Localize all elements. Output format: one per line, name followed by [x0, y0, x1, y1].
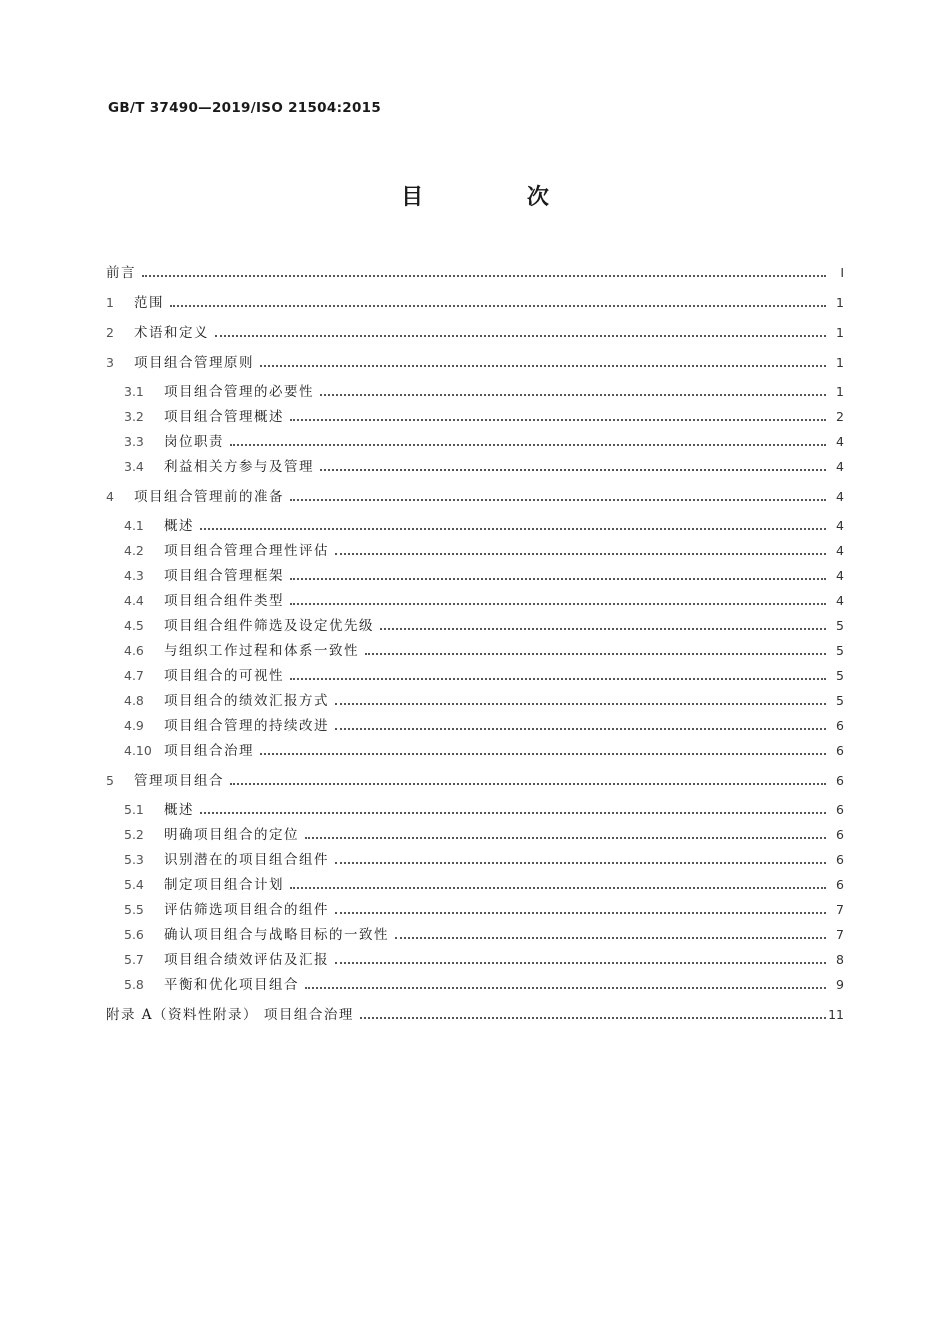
dot-leader	[200, 811, 826, 814]
dot-leader	[320, 468, 826, 471]
dot-leader	[380, 627, 826, 630]
toc-entry[interactable]	[106, 402, 844, 426]
toc-entry[interactable]	[106, 536, 844, 560]
toc-entry-title: 项目组合治理	[164, 743, 254, 759]
toc-entry-page: 4	[836, 568, 844, 583]
toc-entry-title: 项目组合管理前的准备	[134, 489, 284, 505]
toc-entry[interactable]	[106, 970, 844, 994]
toc-entry[interactable]	[106, 318, 844, 342]
toc-entry[interactable]	[106, 258, 844, 282]
dot-leader	[335, 702, 826, 705]
toc-entry[interactable]	[106, 482, 844, 506]
toc-entry-title: 范围	[134, 295, 164, 311]
toc-entry-page: 6	[836, 773, 844, 788]
toc-entry[interactable]	[106, 895, 844, 919]
dot-leader	[290, 577, 826, 580]
dot-leader	[335, 727, 826, 730]
toc-entry[interactable]	[106, 820, 844, 844]
toc-entry-title: 项目组合管理的必要性	[164, 384, 314, 400]
toc-entry-number: 4.4	[124, 593, 144, 608]
toc-entry-number: 2	[106, 325, 114, 340]
toc-entry[interactable]	[106, 611, 844, 635]
toc-entry-title: 项目组合管理原则	[134, 355, 254, 371]
toc-entry[interactable]	[106, 795, 844, 819]
toc-entry[interactable]	[106, 288, 844, 312]
toc-entry-page: 9	[836, 977, 844, 992]
dot-leader	[365, 652, 826, 655]
toc-entry-page: 5	[836, 643, 844, 658]
dot-leader	[395, 936, 826, 939]
dot-leader	[320, 393, 826, 396]
toc-entry-title: 与组织工作过程和体系一致性	[164, 643, 359, 659]
dot-leader	[360, 1016, 826, 1019]
dot-leader	[142, 274, 826, 277]
toc-entry-title: 项目组合组件筛选及设定优先级	[164, 618, 374, 634]
toc-entry-page: 4	[836, 543, 844, 558]
dot-leader	[290, 886, 826, 889]
toc-entry[interactable]	[106, 561, 844, 585]
toc-entry-title: 项目组合管理概述	[164, 409, 284, 425]
toc-entry-page: 6	[836, 718, 844, 733]
toc-entry-page: 5	[836, 668, 844, 683]
toc-entry-title: 概述	[164, 802, 194, 818]
toc-entry-page: 5	[836, 618, 844, 633]
toc-entry-title: 项目组合绩效评估及汇报	[164, 952, 329, 968]
toc-entry-title: 项目组合管理的持续改进	[164, 718, 329, 734]
toc-entry-page: 6	[836, 852, 844, 867]
toc-entry[interactable]	[106, 636, 844, 660]
toc-entry-number: 3.1	[124, 384, 144, 399]
toc-entry-page: 6	[836, 877, 844, 892]
toc-entry-number: 5.3	[124, 852, 144, 867]
toc-entry-title: 平衡和优化项目组合	[164, 977, 299, 993]
toc-entry[interactable]	[106, 511, 844, 535]
toc-entry-page: 1	[836, 325, 844, 340]
toc-entry-number: 3.3	[124, 434, 144, 449]
dot-leader	[200, 527, 826, 530]
toc-entry-number: 5.5	[124, 902, 144, 917]
dot-leader	[290, 498, 826, 501]
toc-entry[interactable]	[106, 945, 844, 969]
toc-entry-number: 4.5	[124, 618, 144, 633]
toc-entry-number: 3.4	[124, 459, 144, 474]
standard-code: GB/T 37490—2019/ISO 21504:2015	[108, 100, 382, 116]
toc-entry[interactable]	[106, 686, 844, 710]
toc-entry-number: 5.1	[124, 802, 144, 817]
dot-leader	[230, 782, 826, 785]
toc-entry[interactable]	[106, 661, 844, 685]
toc-entry[interactable]	[106, 1000, 844, 1024]
dot-leader	[305, 836, 826, 839]
dot-leader	[230, 443, 826, 446]
toc-entry-number: 4.8	[124, 693, 144, 708]
toc-entry[interactable]	[106, 711, 844, 735]
dot-leader	[260, 364, 826, 367]
toc-entry-number: 4.2	[124, 543, 144, 558]
toc-entry-number: 4.3	[124, 568, 144, 583]
toc-entry-number: 3.2	[124, 409, 144, 424]
toc-entry-page: 4	[836, 593, 844, 608]
toc-entry-title: 利益相关方参与及管理	[164, 459, 314, 475]
toc-entry[interactable]	[106, 377, 844, 401]
dot-leader	[170, 304, 826, 307]
dot-leader	[215, 334, 826, 337]
toc-entry-page: 6	[836, 802, 844, 817]
dot-leader	[335, 552, 826, 555]
toc-entry-title: 附录 A（资料性附录） 项目组合治理	[106, 1007, 354, 1023]
toc-entry-title: 制定项目组合计划	[164, 877, 284, 893]
toc-entry-page: 7	[836, 902, 844, 917]
toc-entry-title: 项目组合管理合理性评估	[164, 543, 329, 559]
toc-entry-number: 1	[106, 295, 114, 310]
toc-entry-page: Ⅰ	[840, 265, 844, 280]
dot-leader	[290, 677, 826, 680]
toc-entry-title: 项目组合的绩效汇报方式	[164, 693, 329, 709]
dot-leader	[305, 986, 826, 989]
toc-entry-title: 明确项目组合的定位	[164, 827, 299, 843]
toc-entry-title: 概述	[164, 518, 194, 534]
toc-entry[interactable]	[106, 845, 844, 869]
toc-entry-page: 8	[836, 952, 844, 967]
toc-entry[interactable]	[106, 920, 844, 944]
toc-entry[interactable]	[106, 766, 844, 790]
toc-entry-page: 4	[836, 489, 844, 504]
toc-entry-number: 3	[106, 355, 114, 370]
toc-entry-page: 4	[836, 434, 844, 449]
toc-entry-number: 4.7	[124, 668, 144, 683]
toc-entry[interactable]	[106, 586, 844, 610]
toc-entry[interactable]	[106, 452, 844, 476]
toc-entry-page: 1	[836, 384, 844, 399]
toc-entry-number: 5	[106, 773, 114, 788]
toc-entry-title: 管理项目组合	[134, 773, 224, 789]
dot-leader	[290, 418, 826, 421]
toc-entry-number: 5.4	[124, 877, 144, 892]
toc-entry-title: 确认项目组合与战略目标的一致性	[164, 927, 389, 943]
toc-entry-number: 5.8	[124, 977, 144, 992]
dot-leader	[290, 602, 826, 605]
toc-entry-page: 4	[836, 518, 844, 533]
toc-entry[interactable]	[106, 427, 844, 451]
toc-entry-page: 1	[836, 295, 844, 310]
toc-entry-page: 7	[836, 927, 844, 942]
toc-entry-title: 评估筛选项目组合的组件	[164, 902, 329, 918]
toc-entry-title: 项目组合组件类型	[164, 593, 284, 609]
dot-leader	[335, 861, 826, 864]
dot-leader	[335, 911, 826, 914]
toc-entry-page: 4	[836, 459, 844, 474]
toc-entry[interactable]	[106, 736, 844, 760]
toc-entry[interactable]	[106, 348, 844, 372]
toc-entry-number: 4.1	[124, 518, 144, 533]
toc-entry-title: 岗位职责	[164, 434, 224, 450]
toc-entry-number: 4.10	[124, 743, 152, 758]
toc-entry-number: 4	[106, 489, 114, 504]
toc-entry-page: 6	[836, 827, 844, 842]
toc-entry-page: 1	[836, 355, 844, 370]
toc-entry-title: 项目组合的可视性	[164, 668, 284, 684]
toc-entry-number: 5.6	[124, 927, 144, 942]
toc-entry-page: 2	[836, 409, 844, 424]
toc-entry-number: 4.9	[124, 718, 144, 733]
toc-entry[interactable]	[106, 870, 844, 894]
toc-entry-page: 6	[836, 743, 844, 758]
toc-entry-title: 识别潜在的项目组合组件	[164, 852, 329, 868]
toc-entry-title: 前言	[106, 265, 136, 281]
toc-entry-number: 5.7	[124, 952, 144, 967]
toc-entry-number: 5.2	[124, 827, 144, 842]
toc-entry-number: 4.6	[124, 643, 144, 658]
toc-entry-title: 项目组合管理框架	[164, 568, 284, 584]
dot-leader	[335, 961, 826, 964]
toc-entry-title: 术语和定义	[134, 325, 209, 341]
dot-leader	[260, 752, 826, 755]
toc-entry-page: 11	[828, 1007, 844, 1022]
page-title: 目 次	[401, 185, 597, 210]
toc-entry-page: 5	[836, 693, 844, 708]
